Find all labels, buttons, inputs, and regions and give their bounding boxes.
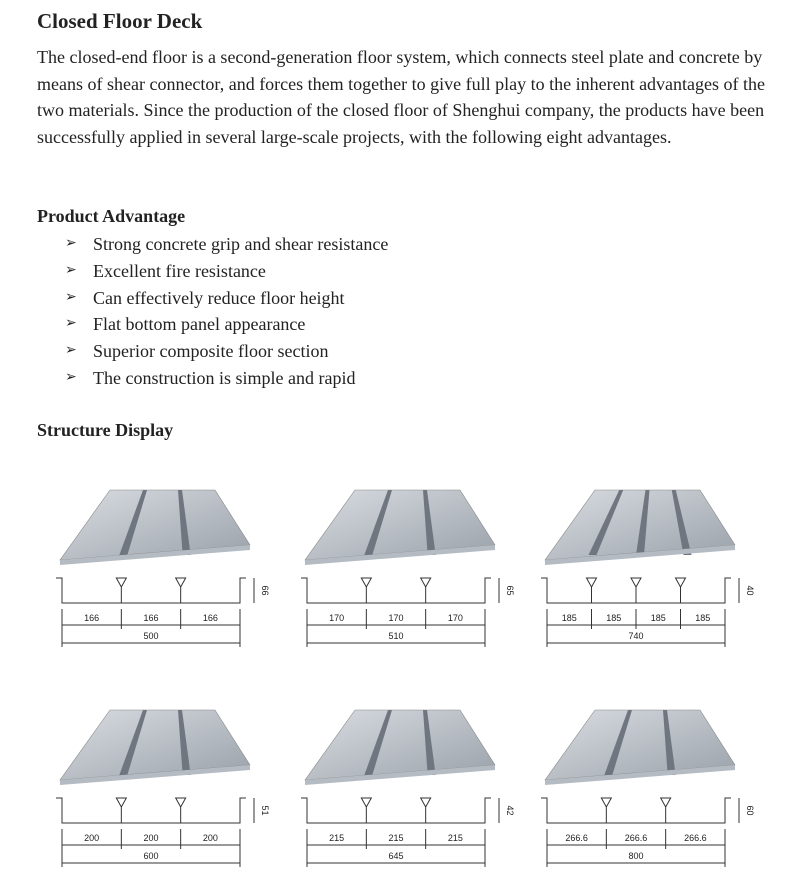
deck-illustration — [525, 460, 755, 660]
height-label: 51 — [260, 805, 270, 816]
span-dimension-label: 166 — [202, 613, 218, 623]
deck-illustration — [40, 680, 270, 880]
span-dimension-label: 170 — [388, 613, 404, 623]
advantage-text: Strong concrete grip and shear resistance — [93, 234, 389, 254]
arrow-bullet-icon: ➢ — [65, 343, 77, 359]
span-dimension-label: 185 — [695, 613, 711, 623]
advantage-heading: Product Advantage — [37, 206, 186, 226]
height-label: 42 — [505, 805, 515, 816]
deck-illustration — [40, 460, 270, 660]
span-dimension-label: 166 — [143, 613, 159, 623]
height-label: 65 — [505, 585, 515, 596]
span-dimension-label: 266.6 — [565, 833, 588, 843]
span-dimension-label: 170 — [447, 613, 463, 623]
page-title: Closed Floor Deck — [37, 9, 203, 33]
list-item — [65, 258, 388, 285]
profile-panel — [525, 460, 755, 660]
profile-panel — [525, 680, 755, 880]
total-width-label: 600 — [143, 851, 159, 861]
span-dimension-label: 185 — [606, 613, 622, 623]
deck-illustration — [285, 680, 515, 880]
total-width-label: 800 — [628, 851, 644, 861]
list-item — [65, 338, 388, 365]
advantage-text: The construction is simple and rapid — [93, 367, 356, 388]
advantage-text: Excellent fire resistance — [93, 260, 266, 281]
deck-illustration — [285, 460, 515, 660]
profile-panel — [40, 460, 270, 660]
total-width-label: 510 — [388, 631, 404, 641]
list-item — [65, 285, 388, 312]
intro-paragraph: The closed-end floor is a second-generation floor system, which connects steel plate and concrete by means of shear connector, and forces them together to give full play to the inherent advantages of the two materials. Since the production of the closed floor of Shenghui company, the products have been successfully applied in several large-scale projects, with the following eight advantages. — [37, 47, 766, 147]
span-dimension-label: 200 — [202, 833, 218, 843]
advantage-list — [65, 231, 388, 392]
span-dimension-label: 266.6 — [624, 833, 648, 843]
advantage-text: Flat bottom panel appearance — [93, 314, 306, 335]
list-item — [65, 365, 388, 392]
arrow-bullet-icon: ➢ — [65, 236, 77, 251]
arrow-bullet-icon: ➢ — [65, 262, 77, 278]
profile-panel — [285, 460, 515, 660]
total-width-label: 740 — [628, 631, 644, 641]
height-label: 66 — [260, 585, 270, 596]
arrow-bullet-icon: ➢ — [65, 369, 77, 385]
profile-panel — [285, 680, 515, 880]
span-dimension-label: 185 — [650, 613, 666, 623]
height-label: 60 — [745, 805, 755, 816]
advantage-text: Can effectively reduce floor height — [93, 287, 345, 308]
arrow-bullet-icon: ➢ — [65, 316, 77, 332]
advantage-text: Superior composite floor section — [93, 341, 329, 362]
total-width-label: 645 — [388, 851, 404, 861]
deck-illustration — [525, 680, 755, 880]
height-label: 40 — [745, 585, 755, 596]
profile-panel — [40, 680, 270, 880]
total-width-label: 500 — [143, 631, 159, 641]
span-dimension-label: 170 — [329, 613, 345, 623]
structure-heading: Structure Display — [37, 420, 174, 440]
span-dimension-label: 200 — [84, 833, 100, 843]
span-dimension-label: 215 — [388, 833, 404, 843]
list-item — [65, 311, 388, 338]
span-dimension-label: 185 — [561, 613, 577, 623]
span-dimension-label: 266.6 — [684, 833, 707, 843]
span-dimension-label: 166 — [84, 613, 100, 623]
list-item — [65, 231, 388, 258]
span-dimension-label: 215 — [329, 833, 345, 843]
span-dimension-label: 215 — [447, 833, 463, 843]
arrow-bullet-icon: ➢ — [65, 289, 77, 305]
span-dimension-label: 200 — [143, 833, 159, 843]
